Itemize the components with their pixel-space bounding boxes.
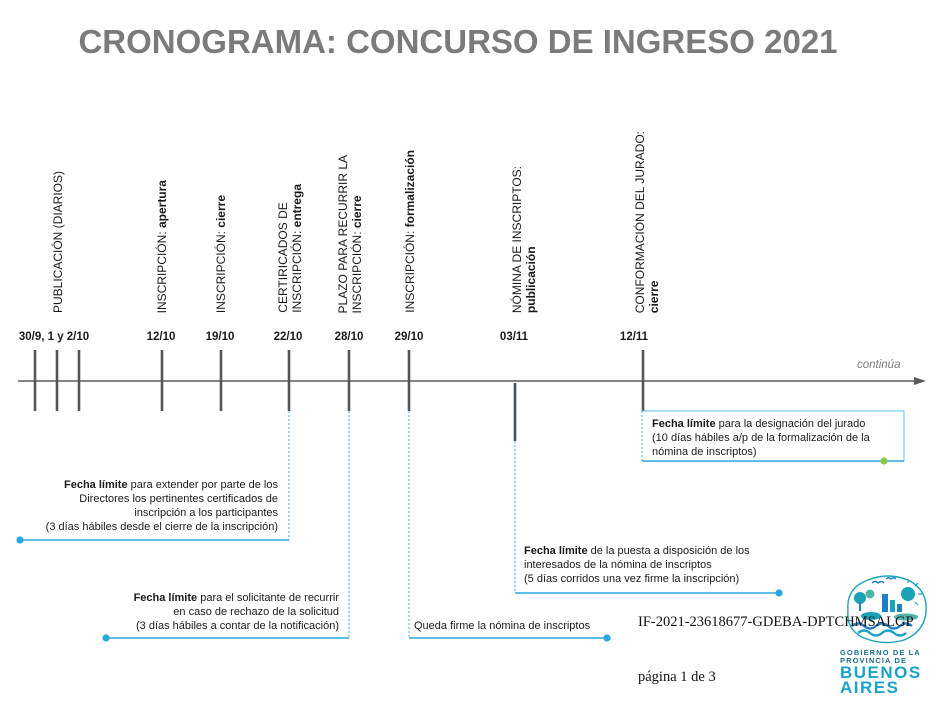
page-title: CRONOGRAMA: CONCURSO DE INGRESO 2021 [78,23,838,60]
event-label-text: INSCRIPCIÓN: [290,230,304,313]
jurado-box-dot [880,457,887,464]
note-line [652,417,870,431]
logo-building [882,594,888,612]
logo-text-line3: BUENOS [840,663,922,682]
event-label-bold: publicación [524,246,538,313]
event-date: 30/9, 1 y 2/10 [18,331,90,343]
note-label: Fecha límite [133,592,198,604]
note-line: (3 días hábiles a contar de la notificación) [135,620,339,632]
event-label-line: NÓMINA DE INSCRIPTOS: [510,165,524,313]
note-certificados [46,478,278,534]
timeline-arrow-head [914,377,926,385]
logo-tree-trunk [859,602,861,611]
event-label-text: INSCRIPCIÓN: [350,230,364,313]
event-label-text: INSCRIPCIÓN: [214,230,228,313]
document-id: IF-2021-23618677-GDEBA-DPTCHMSALGP [638,614,914,630]
note-firme: Queda firme la nómina de inscriptos [414,620,591,632]
logo-sun [901,587,915,601]
note-text: para la designación del jurado [718,418,866,430]
event-label-line: CERTIRICADOS DE [276,202,290,313]
event-label-bold: formalización [403,150,417,228]
event-label-line: PUBLICACIÓN (DIARIOS) [51,170,65,313]
note-line: (3 días hábiles desde el cierre de la inscripción) [45,521,278,533]
note-line: nómina de inscriptos) [652,446,757,458]
event-label-text: INSCRIPCIÓN: [155,230,169,313]
logo-tree [866,590,875,599]
page-number: página 1 de 3 [638,669,716,685]
logo-birds [872,578,896,583]
note-jurado [652,417,870,459]
note-line: interesados de la nómina de inscriptos [524,559,712,571]
connector-dot [102,634,109,641]
event-label-line: CONFORMACIÓN DEL JURADO: [633,130,647,313]
connector-dot [603,634,610,641]
note-text: para el solicitante de recurrir [200,592,339,604]
note-line: Directores los pertinentes certificados de [79,493,278,505]
event-label-line: PLAZO PARA RECURRIR LA [336,154,350,313]
province-logo-graphic [838,570,932,646]
note-nomina [524,544,750,586]
connector-dot [775,589,782,596]
event-label-text: INSCRIPCIÓN: [403,230,417,313]
note-label: Fecha límite [524,545,588,557]
note-line: inscripción a los participantes [134,507,278,519]
note-line [46,478,278,492]
event-date: 03/11 [499,331,529,343]
logo-text-line4: AIRES [840,678,900,697]
logo-building [897,604,902,612]
logo-building [890,600,895,612]
note-line [134,591,339,605]
continua-label: continúa [857,359,901,371]
event-date: 12/11 [619,331,649,343]
note-line: (10 días hábiles a/p de la formalización de la [652,432,870,444]
event-date: 29/10 [394,331,424,343]
event-label-bold: entrega [290,184,304,228]
note-line: en caso de rechazo de la solicitud [173,606,339,618]
connector-dot [16,536,23,543]
event-date: 19/10 [205,331,235,343]
event-date: 28/10 [334,331,364,343]
event-date: 12/10 [146,331,176,343]
event-label-bold: cierre [214,194,228,228]
event-date: 22/10 [273,331,303,343]
province-logo [838,570,934,696]
event-label-bold: cierre [350,194,364,228]
logo-text-line2: PROVINCIA DE [840,656,908,665]
logo-wave [858,631,906,636]
logo-text-line1: GOBIERNO DE LA [840,648,921,657]
note-line [524,544,750,558]
note-line: (5 días corridos una vez firme la inscripción) [524,573,740,585]
note-text: para extender por parte de los [130,479,278,491]
event-label-bold: cierre [647,280,661,313]
note-label: Fecha límite [652,418,716,430]
note-label: Fecha límite [63,479,128,491]
event-label-bold: apertura [155,179,169,228]
note-text: de la puesta a disposición de los [590,545,750,557]
note-recurrir [134,591,339,633]
